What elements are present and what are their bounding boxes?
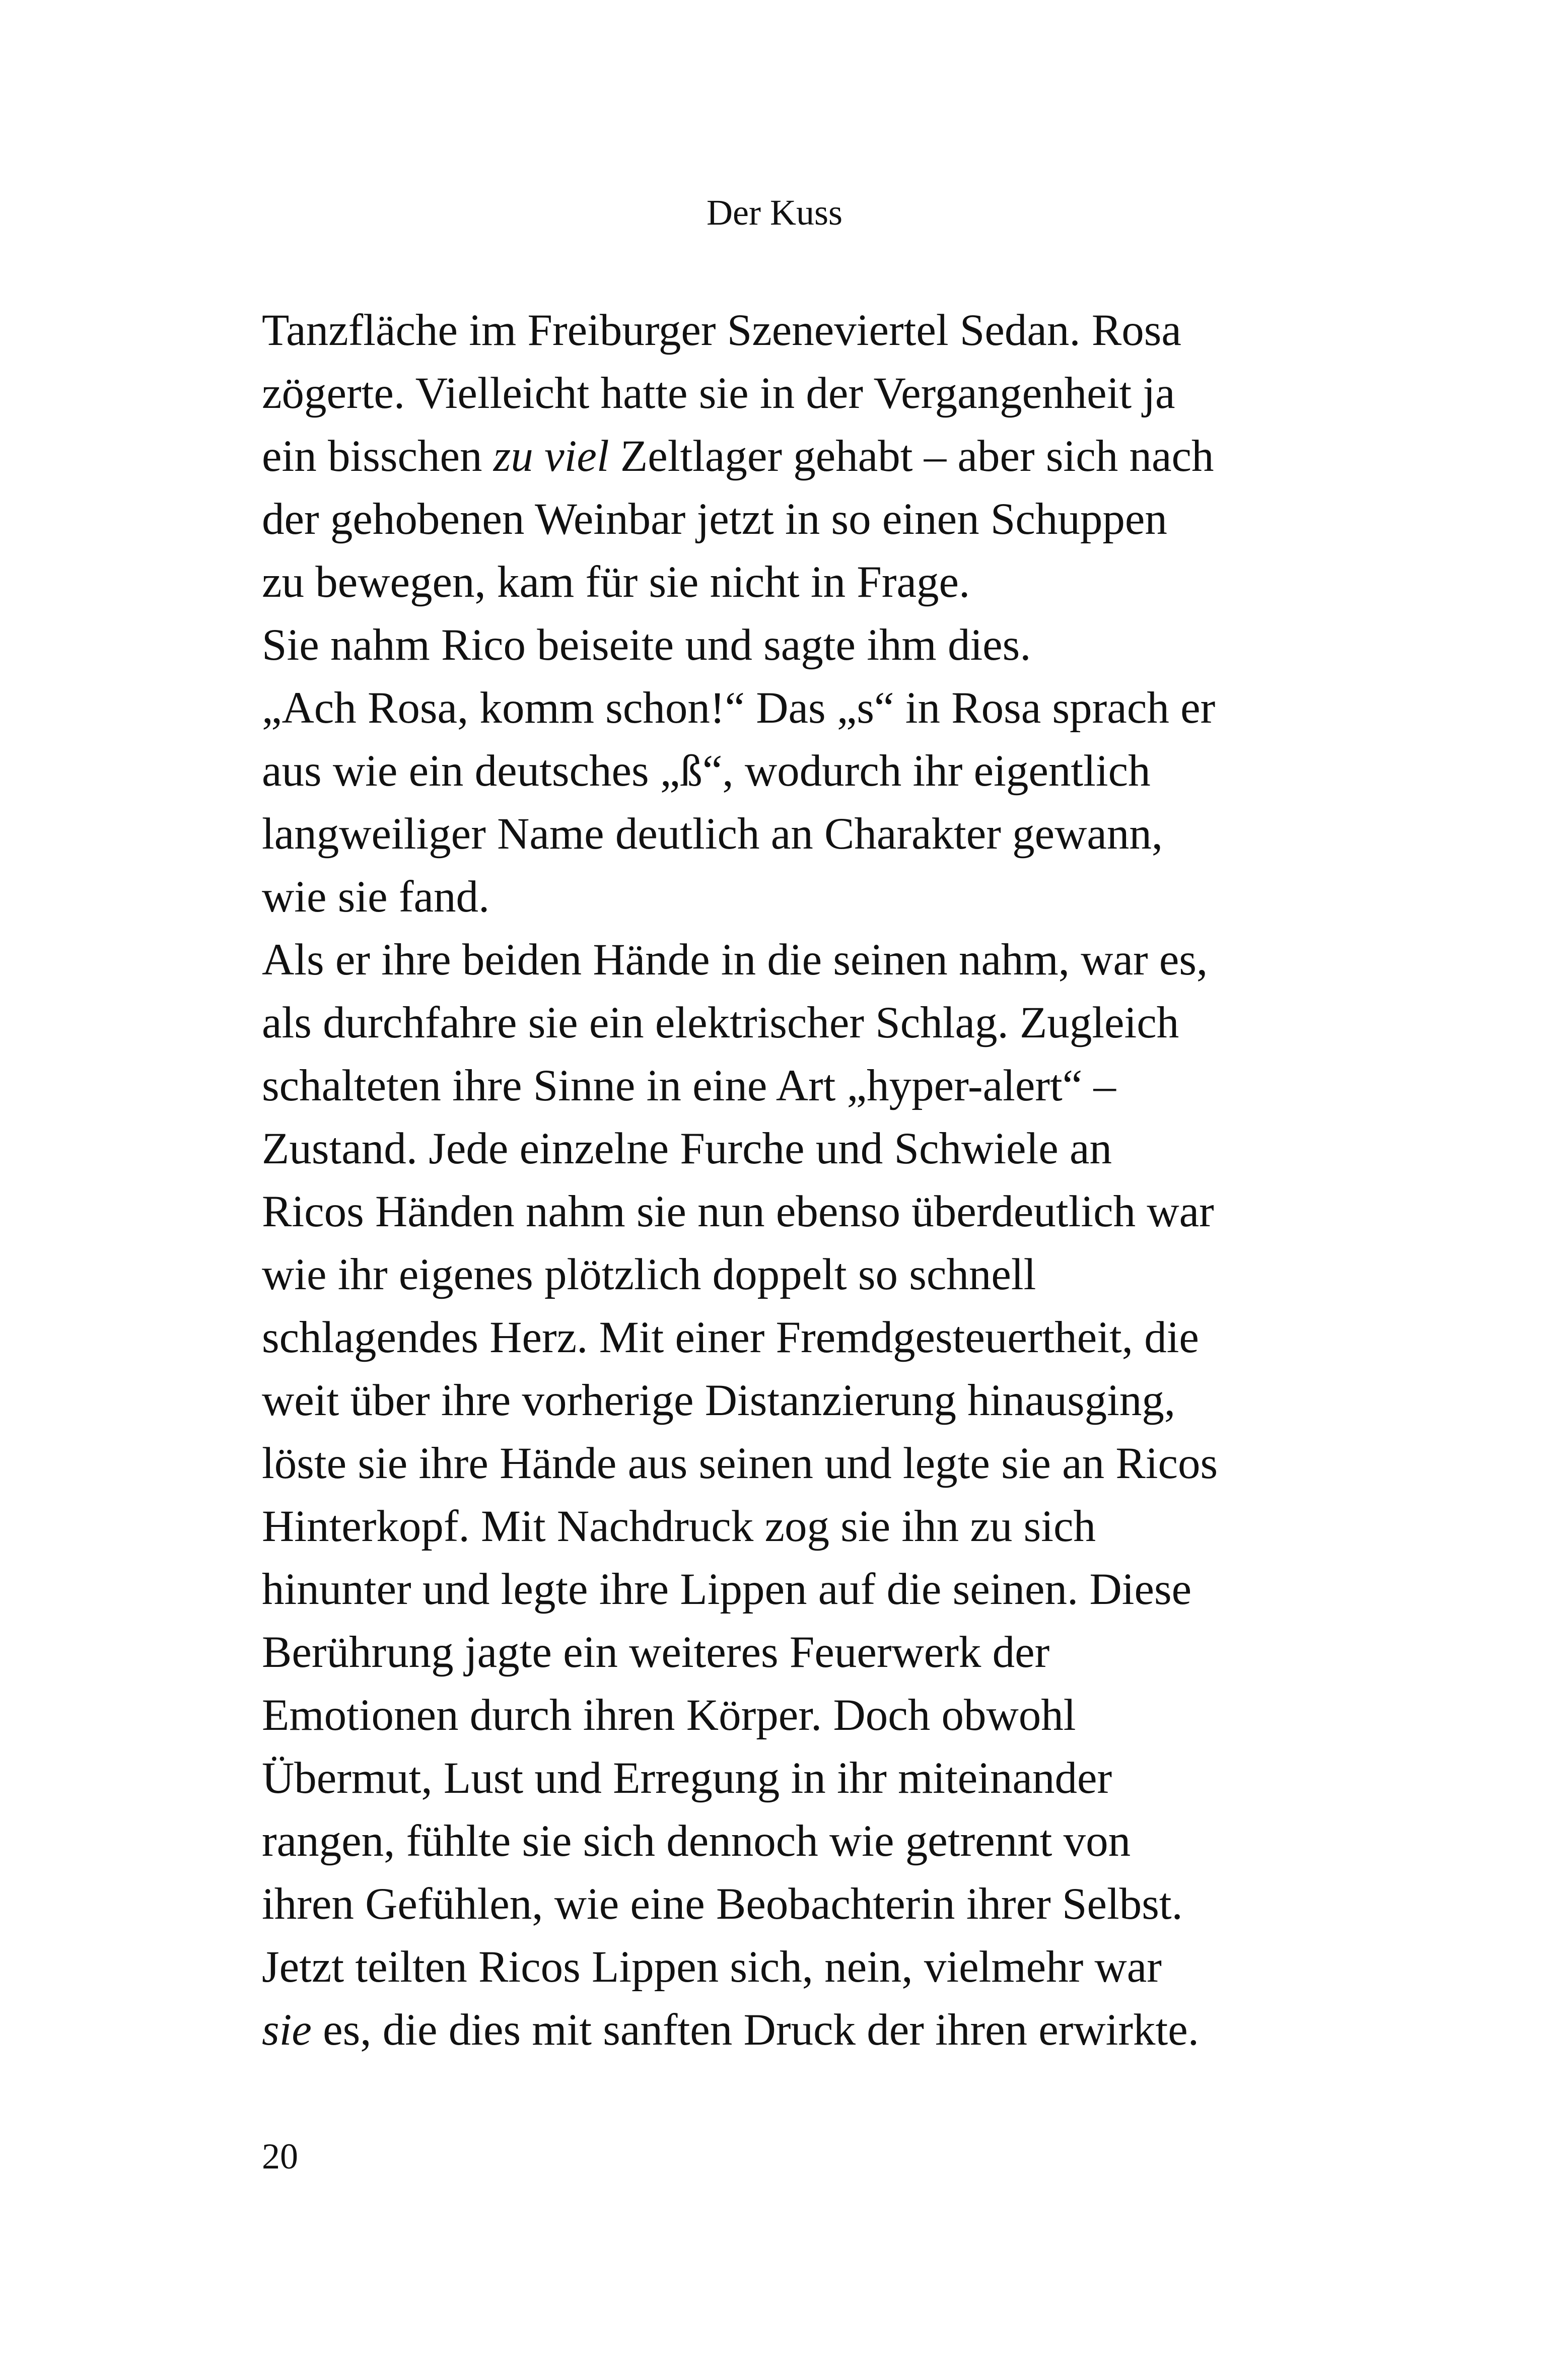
text-segment: ihren Gefühlen, wie eine Beobachterin ihrer Selbst. [262, 1879, 1183, 1929]
text-segment: wie sie fand. [262, 872, 490, 922]
text-segment: Als er ihre beiden Hände in die seinen nahm, war es, [262, 935, 1208, 985]
body-text [262, 299, 1279, 2062]
text-segment: weit über ihre vorherige Distanzierung hinausging, [262, 1376, 1176, 1425]
text-segment: Zustand. Jede einzelne Furche und Schwiele an [262, 1124, 1112, 1173]
text-line [262, 1243, 1279, 1306]
text-segment: Hinterkopf. Mit Nachdruck zog sie ihn zu sich [262, 1502, 1096, 1551]
text-line [262, 1810, 1279, 1873]
page-number: 20 [262, 2136, 298, 2177]
text-segment: es, die dies mit sanften Druck der ihren erwirkte. [311, 2005, 1199, 2055]
text-segment: Tanzfläche im Freiburger Szeneviertel Sedan. Rosa [262, 306, 1181, 355]
italic-emphasis: sie [262, 2005, 312, 2055]
text-line [262, 1369, 1279, 1432]
text-line [262, 488, 1279, 551]
text-segment: der gehobenen Weinbar jetzt in so einen Schuppen [262, 495, 1167, 544]
text-line [262, 1999, 1279, 2062]
text-line [262, 803, 1279, 866]
text-line [262, 1936, 1279, 1999]
text-segment: schlagendes Herz. Mit einer Fremdgesteuertheit, die [262, 1313, 1199, 1362]
text-line [262, 1747, 1279, 1810]
text-segment: als durchfahre sie ein elektrischer Schlag. Zugleich [262, 998, 1179, 1047]
text-line [262, 1306, 1279, 1369]
text-segment: zögerte. Vielleicht hatte sie in der Vergangenheit ja [262, 369, 1175, 418]
text-line [262, 740, 1279, 803]
text-line [262, 992, 1279, 1055]
running-head-title: Der Kuss [707, 192, 842, 233]
text-segment: hinunter und legte ihre Lippen auf die seinen. Diese [262, 1565, 1192, 1614]
text-segment: schalteten ihre Sinne in eine Art „hyper-alert“ – [262, 1061, 1116, 1110]
italic-emphasis: zu viel [493, 432, 609, 481]
text-line [262, 425, 1279, 488]
text-line [262, 1684, 1279, 1747]
text-segment: löste sie ihre Hände aus seinen und legte sie an Ricos [262, 1439, 1218, 1488]
text-segment: langweiliger Name deutlich an Charakter gewann, [262, 809, 1163, 859]
text-segment: zu bewegen, kam für sie nicht in Frage. [262, 557, 970, 607]
text-segment: Sie nahm Rico beiseite und sagte ihm dies. [262, 620, 1031, 670]
text-line [262, 1180, 1279, 1243]
text-line [262, 1117, 1279, 1180]
text-segment: rangen, fühlte sie sich dennoch wie getrennt von [262, 1816, 1131, 1866]
text-line [262, 1873, 1279, 1936]
text-line [262, 1558, 1279, 1621]
text-segment: Zeltlager gehabt – aber sich nach [609, 432, 1214, 481]
text-segment: Übermut, Lust und Erregung in ihr miteinander [262, 1754, 1112, 1803]
text-segment: wie ihr eigenes plötzlich doppelt so schnell [262, 1250, 1036, 1299]
text-segment: Ricos Händen nahm sie nun ebenso überdeutlich war [262, 1187, 1214, 1236]
text-line [262, 1432, 1279, 1495]
text-segment: Jetzt teilten Ricos Lippen sich, nein, vielmehr war [262, 1942, 1162, 1992]
text-segment: Emotionen durch ihren Körper. Doch obwohl [262, 1691, 1076, 1740]
text-segment: ein bisschen [262, 432, 494, 481]
text-line [262, 866, 1279, 929]
text-line [262, 299, 1279, 362]
text-line [262, 677, 1279, 740]
text-line [262, 929, 1279, 992]
text-line [262, 614, 1279, 677]
text-line [262, 1055, 1279, 1117]
text-line [262, 362, 1279, 425]
text-line [262, 1495, 1279, 1558]
text-segment: Berührung jagte ein weiteres Feuerwerk der [262, 1628, 1050, 1677]
text-line [262, 551, 1279, 614]
text-line [262, 1621, 1279, 1684]
text-segment: aus wie ein deutsches „ß“, wodurch ihr eigentlich [262, 746, 1151, 796]
text-segment: „Ach Rosa, komm schon!“ Das „s“ in Rosa sprach er [262, 683, 1216, 733]
